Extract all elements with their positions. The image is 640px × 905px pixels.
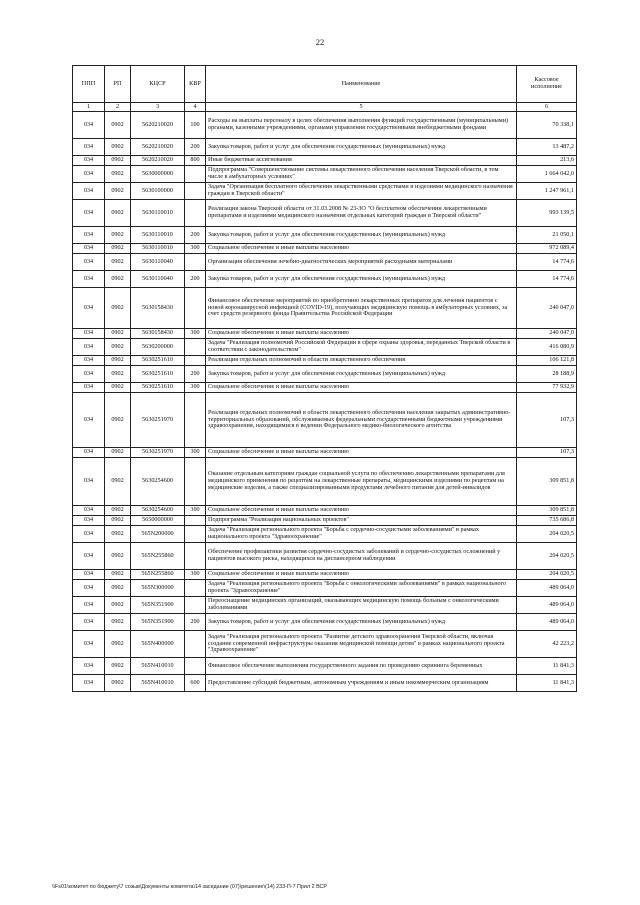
cell-sum: 70 338,1: [517, 112, 577, 139]
cell-rp: 0902: [105, 366, 131, 383]
table-row: [73, 458, 577, 506]
cell-rp: 0902: [105, 271, 131, 288]
cell-sum: 1 247 961,1: [517, 183, 577, 200]
cell-kcsr: 5630251610: [131, 356, 185, 366]
cell-kcsr: 5630100000: [131, 183, 185, 200]
cell-rp: 0902: [105, 526, 131, 543]
cell-sum: 993 139,5: [517, 200, 577, 227]
cell-ppp: 034: [73, 383, 105, 393]
cell-kvr: [185, 526, 206, 543]
table-row: [73, 543, 577, 570]
cell-kvr: 200: [185, 271, 206, 288]
cell-kcsr: 5630110010: [131, 244, 185, 254]
cell-kcsr: 5630110040: [131, 254, 185, 271]
cell-kvr: [185, 339, 206, 356]
cell-kvr: [185, 658, 206, 675]
cell-name: Закупка товаров, работ и услуг для обеспечения государственных (муниципальных) нужд: [206, 227, 517, 244]
cell-kcsr: 565N255860: [131, 570, 185, 580]
cell-ppp: 034: [73, 183, 105, 200]
cell-rp: 0902: [105, 543, 131, 570]
column-index: 6: [517, 103, 577, 112]
header-kvr: КВР: [185, 66, 206, 103]
cell-rp: 0902: [105, 393, 131, 448]
cell-sum: 14 774,6: [517, 271, 577, 288]
column-index: 4: [185, 103, 206, 112]
cell-ppp: 034: [73, 614, 105, 631]
cell-kvr: [185, 516, 206, 526]
table-row: [73, 631, 577, 658]
column-index: 5: [206, 103, 517, 112]
cell-name: Расходы на выплаты персоналу в целях обеспечения выполнения функций государственными (муниципальными) органами, казенными учреждениями, органами управления государственными внебюджетными фондами: [206, 112, 517, 139]
cell-sum: 489 064,0: [517, 580, 577, 597]
column-index: 1: [73, 103, 105, 112]
table-body: [73, 112, 577, 692]
cell-ppp: 034: [73, 458, 105, 506]
cell-name: Социальное обеспечение и иные выплаты населению: [206, 383, 517, 393]
cell-ppp: 034: [73, 366, 105, 383]
column-index-row: [73, 103, 577, 112]
cell-kcsr: 5630251610: [131, 366, 185, 383]
table-row: [73, 200, 577, 227]
table-row: [73, 614, 577, 631]
cell-kvr: 200: [185, 614, 206, 631]
cell-kcsr: 5630251970: [131, 393, 185, 448]
cell-name: Обеспечение профилактики развития сердечно-сосудистых заболеваний и сердечно-сосудистых осложнений у пациентов высокого риска, находящихся на диспансерном наблюдении: [206, 543, 517, 570]
table-row: [73, 516, 577, 526]
cell-rp: 0902: [105, 448, 131, 458]
cell-kvr: 600: [185, 675, 206, 692]
cell-kvr: 200: [185, 139, 206, 156]
cell-rp: 0902: [105, 506, 131, 516]
column-index: 2: [105, 103, 131, 112]
cell-name: Оказание отдельным категориям граждан социальной услуги по обеспечению лекарственными препаратами для медицинского применения по рецептам на лекарственные препараты, медицинскими изделиями по рецептам на медицинские изделия, а также специализированными продуктами лечебного питания для детей-инвалидов: [206, 458, 517, 506]
cell-rp: 0902: [105, 244, 131, 254]
cell-name: Задача "Организация бесплатного обеспечения лекарственными средствами и изделиями медицинского назначения граждан в Тверской области": [206, 183, 517, 200]
cell-kcsr: 5630110010: [131, 227, 185, 244]
cell-ppp: 034: [73, 271, 105, 288]
cell-rp: 0902: [105, 658, 131, 675]
cell-kvr: [185, 631, 206, 658]
cell-ppp: 034: [73, 658, 105, 675]
cell-ppp: 034: [73, 329, 105, 339]
cell-rp: 0902: [105, 139, 131, 156]
cell-kvr: 300: [185, 570, 206, 580]
cell-name: Закупка товаров, работ и услуг для обеспечения государственных (муниципальных) нужд: [206, 271, 517, 288]
cell-ppp: 034: [73, 356, 105, 366]
cell-kcsr: 5630254600: [131, 506, 185, 516]
cell-name: Социальное обеспечение и иные выплаты населению: [206, 570, 517, 580]
cell-kcsr: 565N400000: [131, 631, 185, 658]
cell-sum: 77 932,9: [517, 383, 577, 393]
cell-sum: 972 089,4: [517, 244, 577, 254]
cell-sum: 42 223,2: [517, 631, 577, 658]
cell-ppp: 034: [73, 254, 105, 271]
cell-kcsr: 5630200000: [131, 339, 185, 356]
cell-ppp: 034: [73, 393, 105, 448]
cell-rp: 0902: [105, 458, 131, 506]
cell-kcsr: 5630110010: [131, 200, 185, 227]
cell-name: Задача "Реализация регионального проекта "Борьба с сердечно-сосудистыми заболеваниями" в рамках национального проекта "Здравоохранение": [206, 526, 517, 543]
cell-sum: 106 121,8: [517, 356, 577, 366]
cell-rp: 0902: [105, 183, 131, 200]
cell-ppp: 034: [73, 227, 105, 244]
cell-sum: 489 064,0: [517, 614, 577, 631]
table-row: [73, 675, 577, 692]
header-sum: Кассовое исполнение: [517, 66, 577, 103]
cell-ppp: 034: [73, 448, 105, 458]
cell-ppp: 034: [73, 244, 105, 254]
table-row: [73, 356, 577, 366]
cell-kvr: [185, 166, 206, 183]
cell-kvr: [185, 458, 206, 506]
cell-name: Реализация отдельных полномочий в области лекарственного обеспечения: [206, 356, 517, 366]
cell-rp: 0902: [105, 597, 131, 614]
cell-kcsr: 565N410010: [131, 658, 185, 675]
cell-rp: 0902: [105, 288, 131, 329]
table-row: [73, 254, 577, 271]
page-number: 22: [315, 37, 325, 47]
cell-rp: 0902: [105, 580, 131, 597]
cell-name: Финансовое обеспечение выполнения государственного задания по проведению скрининга беременных: [206, 658, 517, 675]
cell-name: Социальное обеспечение и иные выплаты населению: [206, 448, 517, 458]
cell-ppp: 034: [73, 156, 105, 166]
cell-name: Социальное обеспечение и иные выплаты населению: [206, 506, 517, 516]
cell-kcsr: 5620210020: [131, 139, 185, 156]
table-row: [73, 597, 577, 614]
cell-kcsr: 565N300000: [131, 580, 185, 597]
table-row: [73, 658, 577, 675]
table-row: [73, 112, 577, 139]
table-row: [73, 244, 577, 254]
cell-rp: 0902: [105, 383, 131, 393]
cell-kcsr: 565N351900: [131, 597, 185, 614]
cell-rp: 0902: [105, 166, 131, 183]
cell-kcsr: 5630251610: [131, 383, 185, 393]
cell-sum: 13 487,2: [517, 139, 577, 156]
cell-kcsr: 565N410010: [131, 675, 185, 692]
table-row: [73, 580, 577, 597]
cell-name: Задача "Реализация регионального проекта "Развитие детского здравоохранения Тверской области, включая создание современной инфраструктуры оказания медицинской помощи детям" в рамках национального проекта "Здравоохранение": [206, 631, 517, 658]
cell-kvr: [185, 393, 206, 448]
cell-kvr: [185, 580, 206, 597]
cell-kcsr: 5630158430: [131, 288, 185, 329]
cell-sum: 309 851,8: [517, 506, 577, 516]
cell-ppp: 034: [73, 675, 105, 692]
cell-kcsr: 5620210020: [131, 112, 185, 139]
cell-kvr: 300: [185, 244, 206, 254]
cell-sum: 107,3: [517, 393, 577, 448]
cell-name: Финансовое обеспечение мероприятий по приобретению лекарственных препаратов для лечения пациентов с новой коронавирусной инфекцией (COVID-19), получающих медицинскую помощь в амбулаторных условиях, за счет средств резервного фонда Правительства Российской Федерации: [206, 288, 517, 329]
cell-rp: 0902: [105, 614, 131, 631]
table-row: [73, 448, 577, 458]
cell-name: Предоставление субсидий бюджетным, автономным учреждениям и иным некоммерческим организациям: [206, 675, 517, 692]
cell-kcsr: 5630000000: [131, 166, 185, 183]
cell-kcsr: 5630254600: [131, 458, 185, 506]
cell-ppp: 034: [73, 200, 105, 227]
cell-sum: 416 080,9: [517, 339, 577, 356]
cell-kcsr: 565N351900: [131, 614, 185, 631]
cell-kvr: [185, 356, 206, 366]
cell-ppp: 034: [73, 339, 105, 356]
cell-ppp: 034: [73, 506, 105, 516]
cell-sum: 213,6: [517, 156, 577, 166]
column-index: 3: [131, 103, 185, 112]
file-path-footer: \\Fs01\комитет по бюджету\7 созыв\Документы комитета\14 заседание (07)\решение\(14) 233-П-7 Прил 2 ВСР: [52, 884, 327, 890]
cell-ppp: 034: [73, 580, 105, 597]
cell-ppp: 034: [73, 166, 105, 183]
cell-rp: 0902: [105, 339, 131, 356]
cell-rp: 0902: [105, 356, 131, 366]
table-row: [73, 288, 577, 329]
cell-sum: 240 047,0: [517, 329, 577, 339]
cell-kvr: [185, 597, 206, 614]
table-row: [73, 227, 577, 244]
cell-kcsr: 5630158430: [131, 329, 185, 339]
cell-kcsr: 565N200000: [131, 526, 185, 543]
cell-rp: 0902: [105, 254, 131, 271]
cell-name: Реализация закона Тверской области от 31.03.2008 № 23-ЗО "О бесплатном обеспечении лекарственными препаратами и изделиями медицинского назначения отдельных категорий граждан в Тверской области": [206, 200, 517, 227]
cell-name: Социальное обеспечение и иные выплаты населению: [206, 329, 517, 339]
header-ppp: ППП: [73, 66, 105, 103]
table-row: [73, 570, 577, 580]
table-row: [73, 329, 577, 339]
budget-execution-table: [72, 65, 577, 692]
table-row: [73, 166, 577, 183]
cell-kvr: 300: [185, 329, 206, 339]
cell-sum: 204 020,5: [517, 526, 577, 543]
table-row: [73, 139, 577, 156]
cell-name: Закупка товаров, работ и услуг для обеспечения государственных (муниципальных) нужд: [206, 139, 517, 156]
table-row: [73, 393, 577, 448]
cell-kvr: [185, 183, 206, 200]
cell-sum: 309 851,8: [517, 458, 577, 506]
cell-name: Закупка товаров, работ и услуг для обеспечения государственных (муниципальных) нужд: [206, 614, 517, 631]
cell-kvr: [185, 200, 206, 227]
cell-ppp: 034: [73, 597, 105, 614]
cell-kvr: 200: [185, 366, 206, 383]
table-header-row: [73, 66, 577, 103]
cell-sum: 204 020,5: [517, 543, 577, 570]
cell-name: Задача "Реализация полномочий Российской Федерации в сфере охраны здоровья, переданных Тверской области в соответствии с законодательством": [206, 339, 517, 356]
cell-sum: 1 664 042,0: [517, 166, 577, 183]
table-row: [73, 339, 577, 356]
cell-kvr: 300: [185, 506, 206, 516]
cell-sum: 204 020,5: [517, 570, 577, 580]
cell-rp: 0902: [105, 156, 131, 166]
cell-kvr: 800: [185, 156, 206, 166]
cell-kvr: 200: [185, 227, 206, 244]
cell-name: Реализация отдельных полномочий в области лекарственного обеспечения населения закрытых административно-территориальных образований, обслуживаемых федеральными государственными бюджетными учреждениями здравоохранения, находящимися в ведении Федерального медико-биологического агентства: [206, 393, 517, 448]
cell-kvr: 100: [185, 112, 206, 139]
cell-ppp: 034: [73, 631, 105, 658]
cell-kvr: [185, 543, 206, 570]
cell-rp: 0902: [105, 570, 131, 580]
table-row: [73, 506, 577, 516]
table-row: [73, 183, 577, 200]
header-rp: РП: [105, 66, 131, 103]
cell-ppp: 034: [73, 543, 105, 570]
cell-sum: 489 064,0: [517, 597, 577, 614]
cell-kcsr: 565N255860: [131, 543, 185, 570]
table-row: [73, 156, 577, 166]
cell-kcsr: 5650000000: [131, 516, 185, 526]
cell-name: Закупка товаров, работ и услуг для обеспечения государственных (муниципальных) нужд: [206, 366, 517, 383]
cell-ppp: 034: [73, 516, 105, 526]
cell-name: Переоснащение медицинских организаций, оказывающих медицинскую помощь больным с онкологическими заболеваниями: [206, 597, 517, 614]
cell-kvr: [185, 288, 206, 329]
cell-name: Социальное обеспечение и иные выплаты населению: [206, 244, 517, 254]
cell-name: Задача "Реализация регионального проекта "Борьба с онкологическими заболеваниями" в рамках национального проекта "Здравоохранение": [206, 580, 517, 597]
header-kcsr: КЦСР: [131, 66, 185, 103]
cell-rp: 0902: [105, 227, 131, 244]
cell-ppp: 034: [73, 288, 105, 329]
cell-rp: 0902: [105, 112, 131, 139]
cell-kcsr: 5630251970: [131, 448, 185, 458]
table-row: [73, 366, 577, 383]
cell-name: Иные бюджетные ассигнования: [206, 156, 517, 166]
cell-rp: 0902: [105, 675, 131, 692]
cell-sum: 11 841,3: [517, 658, 577, 675]
cell-rp: 0902: [105, 200, 131, 227]
cell-name: Подпрограмма "Совершенствование системы лекарственного обеспечения населения Тверской области, в том числе в амбулаторных условиях": [206, 166, 517, 183]
cell-ppp: 034: [73, 526, 105, 543]
table-row: [73, 383, 577, 393]
cell-kvr: [185, 254, 206, 271]
cell-sum: 28 188,9: [517, 366, 577, 383]
cell-name: Организация обеспечения лечебно-диагностических мероприятий расходными материалами: [206, 254, 517, 271]
cell-ppp: 034: [73, 112, 105, 139]
cell-kcsr: 5620210020: [131, 156, 185, 166]
cell-rp: 0902: [105, 329, 131, 339]
header-name: Наименование: [206, 66, 517, 103]
cell-sum: 21 050,1: [517, 227, 577, 244]
cell-ppp: 034: [73, 139, 105, 156]
cell-sum: 107,3: [517, 448, 577, 458]
cell-kvr: 300: [185, 383, 206, 393]
table-row: [73, 271, 577, 288]
cell-ppp: 034: [73, 570, 105, 580]
cell-sum: 240 047,0: [517, 288, 577, 329]
cell-kvr: 300: [185, 448, 206, 458]
cell-name: Подпрограмма "Реализация национальных проектов": [206, 516, 517, 526]
cell-sum: 735 686,8: [517, 516, 577, 526]
table-row: [73, 526, 577, 543]
cell-sum: 14 774,6: [517, 254, 577, 271]
cell-rp: 0902: [105, 631, 131, 658]
cell-rp: 0902: [105, 516, 131, 526]
cell-sum: 11 841,3: [517, 675, 577, 692]
cell-kcsr: 5630110040: [131, 271, 185, 288]
